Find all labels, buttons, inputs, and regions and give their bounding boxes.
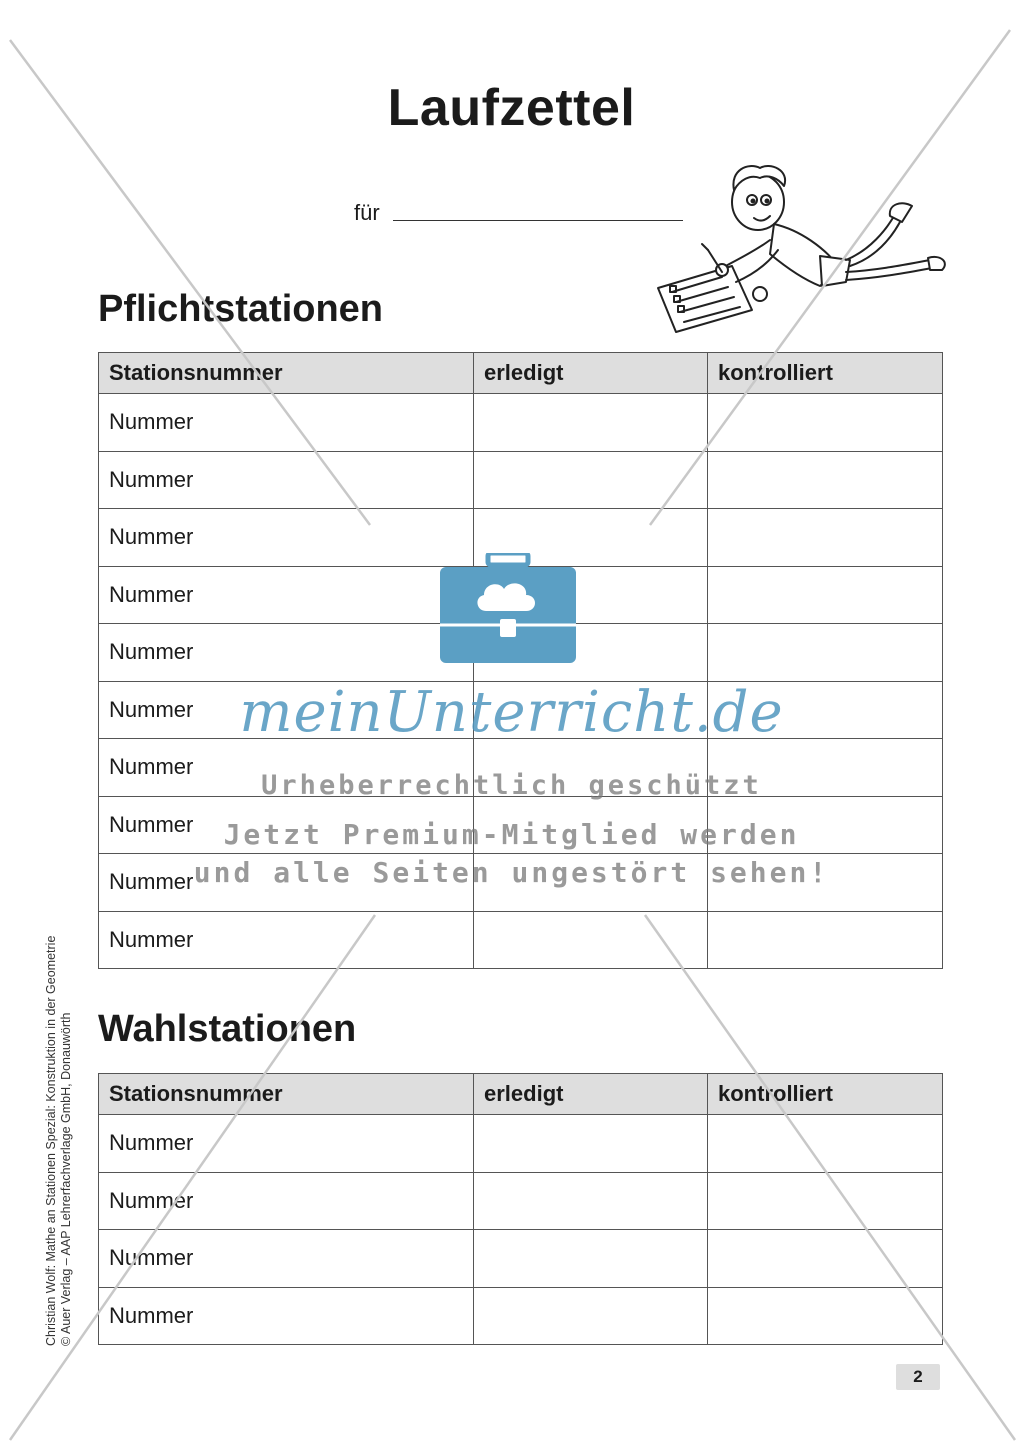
station-number-cell[interactable]: Nummer [99,1115,474,1173]
boy-writing-illustration [650,160,950,335]
kontrolliert-cell[interactable] [708,1172,943,1230]
credit-line-2: © Auer Verlag – AAP Lehrerfachverlage GmbH, Donauwörth [59,1012,73,1346]
table-row [99,911,943,969]
station-number-cell[interactable]: Nummer [99,854,474,912]
watermark-line-2: Jetzt Premium-Mitglied werden [223,818,800,851]
station-number-cell[interactable]: Nummer [99,566,474,624]
station-number-cell[interactable]: Nummer [99,509,474,567]
station-number-cell[interactable]: Nummer [99,1230,474,1288]
kontrolliert-cell[interactable] [708,566,943,624]
table-header-row [99,353,943,394]
watermark-brand: meinUnterricht.de [239,680,784,745]
table-row [99,1230,943,1288]
kontrolliert-cell[interactable] [708,911,943,969]
kontrolliert-cell[interactable] [708,1115,943,1173]
station-number-cell[interactable]: Nummer [99,911,474,969]
table-row [99,394,943,452]
kontrolliert-cell[interactable] [708,624,943,682]
station-number-cell[interactable]: Nummer [99,796,474,854]
erledigt-cell[interactable] [474,911,708,969]
station-number-cell[interactable]: Nummer [99,624,474,682]
side-credit [44,936,74,1346]
watermark-line-3: und alle Seiten ungestört sehen! [193,856,830,889]
header-stationsnummer: Stationsnummer [99,1074,474,1115]
table-row [99,1115,943,1173]
watermark-line-1: Urheberrechtlich geschützt [261,770,762,801]
section-title-wahlstationen: Wahlstationen [98,1008,357,1050]
credit-line-1: Christian Wolf: Mathe an Stationen Spezial: Konstruktion in der Geometrie [44,935,58,1346]
fuer-label: für [354,200,380,225]
kontrolliert-cell[interactable] [708,509,943,567]
station-number-cell[interactable]: Nummer [99,681,474,739]
header-erledigt: erledigt [474,1074,708,1115]
erledigt-cell[interactable] [474,1172,708,1230]
erledigt-cell[interactable] [474,1115,708,1173]
erledigt-cell[interactable] [474,394,708,452]
kontrolliert-cell[interactable] [708,394,943,452]
page-number: 2 [896,1364,940,1390]
briefcase-cloud-icon [438,553,578,667]
page-title: Laufzettel [387,79,636,137]
name-blank-line [393,220,683,221]
table-row [99,1287,943,1345]
erledigt-cell[interactable] [474,1287,708,1345]
table-row [99,1172,943,1230]
header-kontrolliert: kontrolliert [708,1074,943,1115]
section-title-pflichtstationen: Pflichtstationen [98,288,384,330]
kontrolliert-cell[interactable] [708,1230,943,1288]
station-number-cell[interactable]: Nummer [99,394,474,452]
kontrolliert-cell[interactable] [708,451,943,509]
station-number-cell[interactable]: Nummer [99,739,474,797]
table-row [99,451,943,509]
station-number-cell[interactable]: Nummer [99,1287,474,1345]
wahlstationen-table [98,1073,943,1345]
station-number-cell[interactable]: Nummer [99,1172,474,1230]
header-erledigt: erledigt [474,353,708,394]
station-number-cell[interactable]: Nummer [99,451,474,509]
header-kontrolliert: kontrolliert [708,353,943,394]
table-header-row [99,1074,943,1115]
header-stationsnummer: Stationsnummer [99,353,474,394]
kontrolliert-cell[interactable] [708,1287,943,1345]
erledigt-cell[interactable] [474,451,708,509]
erledigt-cell[interactable] [474,1230,708,1288]
